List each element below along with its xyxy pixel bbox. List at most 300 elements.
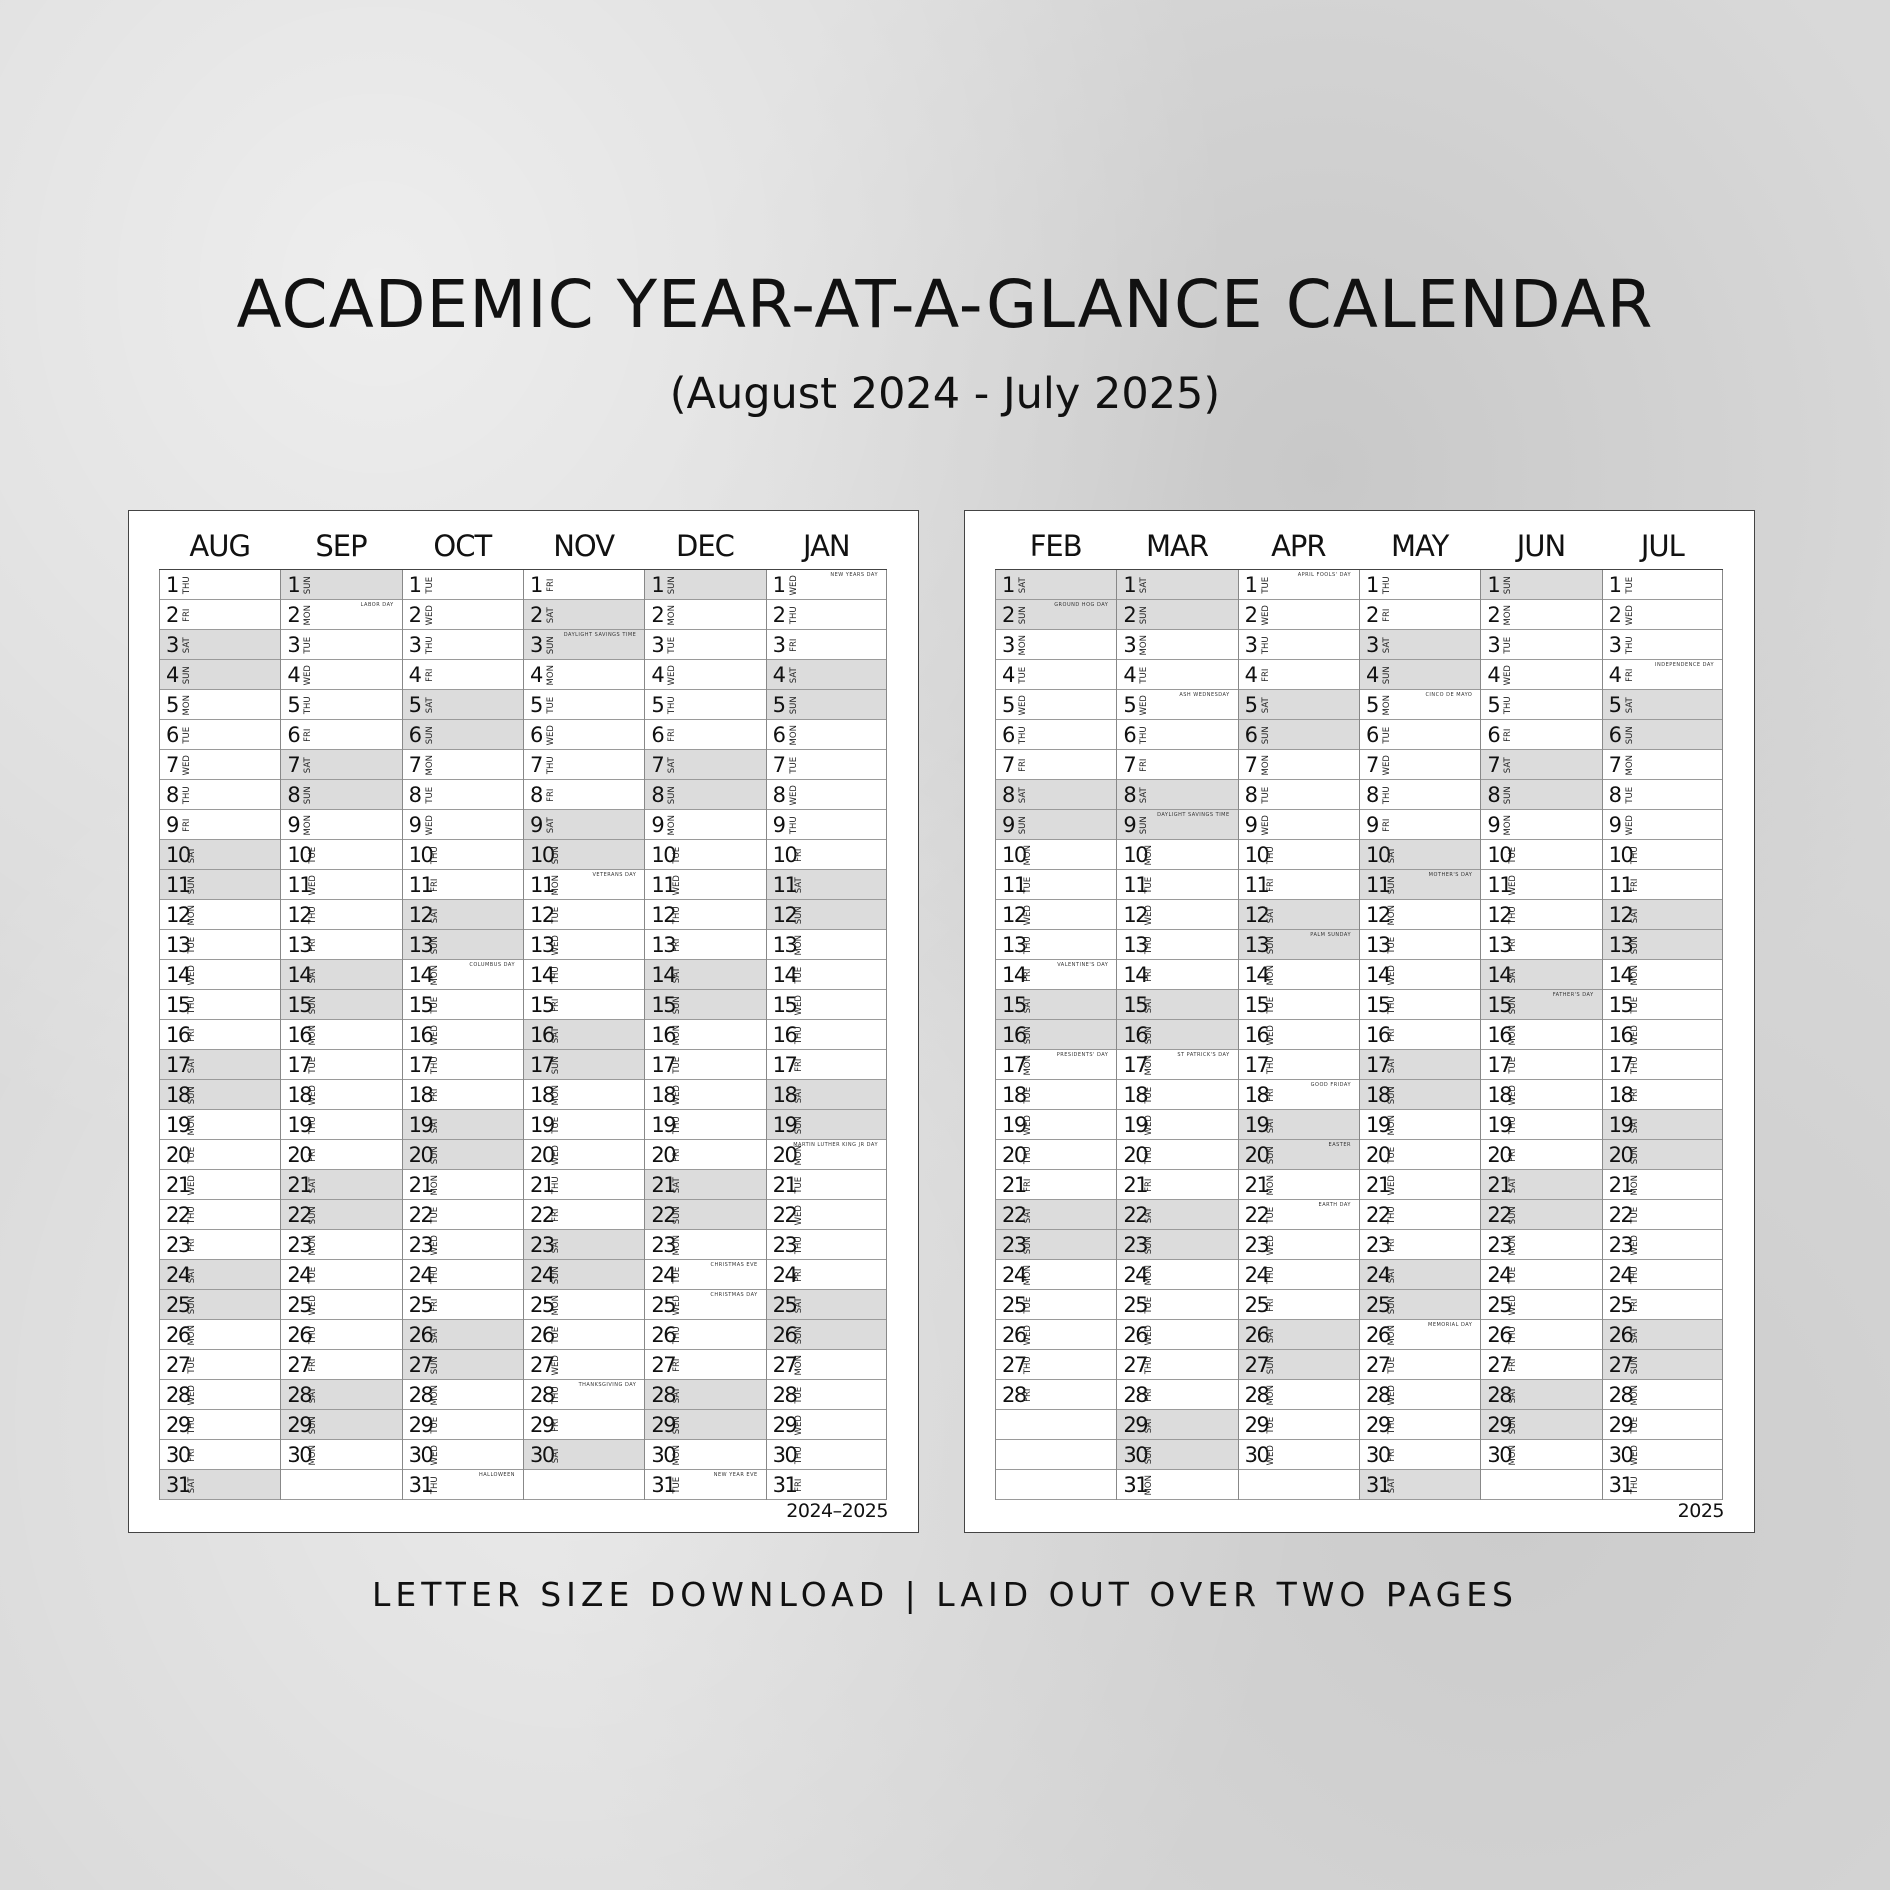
day-cell[interactable]: [524, 570, 644, 600]
day-cell[interactable]: [996, 570, 1116, 600]
day-cell[interactable]: [767, 570, 886, 600]
day-cell[interactable]: [1239, 1410, 1359, 1440]
day-cell[interactable]: [281, 1020, 401, 1050]
day-cell[interactable]: [767, 1320, 886, 1350]
day-cell[interactable]: [996, 1290, 1116, 1320]
day-cell[interactable]: [1117, 810, 1237, 840]
day-cell[interactable]: [1603, 1050, 1722, 1080]
day-cell[interactable]: [1481, 660, 1601, 690]
day-cell[interactable]: [403, 720, 523, 750]
day-cell[interactable]: [1360, 1050, 1480, 1080]
day-cell[interactable]: [160, 1080, 280, 1110]
day-cell[interactable]: [281, 900, 401, 930]
day-cell[interactable]: [1360, 600, 1480, 630]
day-cell[interactable]: [281, 1320, 401, 1350]
day-cell[interactable]: [403, 1380, 523, 1410]
day-cell[interactable]: [1360, 1080, 1480, 1110]
day-cell[interactable]: [1481, 570, 1601, 600]
day-cell[interactable]: [645, 690, 765, 720]
day-cell[interactable]: [1117, 1140, 1237, 1170]
day-cell[interactable]: [645, 1080, 765, 1110]
day-cell[interactable]: [996, 1080, 1116, 1110]
day-cell[interactable]: [403, 780, 523, 810]
day-cell[interactable]: [1360, 960, 1480, 990]
day-cell[interactable]: [1603, 1080, 1722, 1110]
day-cell[interactable]: [767, 900, 886, 930]
day-cell[interactable]: [281, 750, 401, 780]
day-cell[interactable]: [524, 720, 644, 750]
day-cell[interactable]: [767, 840, 886, 870]
day-cell[interactable]: [281, 1080, 401, 1110]
day-cell[interactable]: [160, 1050, 280, 1080]
day-cell[interactable]: [524, 600, 644, 630]
day-cell[interactable]: [767, 1170, 886, 1200]
day-cell[interactable]: [645, 1350, 765, 1380]
day-cell[interactable]: [160, 960, 280, 990]
day-cell[interactable]: [767, 870, 886, 900]
day-cell[interactable]: [160, 1350, 280, 1380]
day-cell[interactable]: [767, 1020, 886, 1050]
day-cell[interactable]: [281, 810, 401, 840]
day-cell[interactable]: [996, 960, 1116, 990]
day-cell[interactable]: [767, 1440, 886, 1470]
day-cell[interactable]: [160, 630, 280, 660]
day-cell[interactable]: [1117, 870, 1237, 900]
day-cell[interactable]: [645, 1110, 765, 1140]
day-cell[interactable]: [160, 570, 280, 600]
day-cell[interactable]: [403, 990, 523, 1020]
day-cell[interactable]: [1117, 630, 1237, 660]
day-cell[interactable]: [1117, 1410, 1237, 1440]
day-cell[interactable]: [160, 1470, 280, 1500]
day-cell[interactable]: [645, 1470, 765, 1500]
day-cell[interactable]: [767, 750, 886, 780]
day-cell[interactable]: [1603, 1380, 1722, 1410]
day-cell[interactable]: [1239, 660, 1359, 690]
day-cell[interactable]: [1239, 1020, 1359, 1050]
day-cell[interactable]: [1481, 1140, 1601, 1170]
day-cell[interactable]: [1117, 1230, 1237, 1260]
day-cell[interactable]: [1117, 600, 1237, 630]
day-cell[interactable]: [524, 660, 644, 690]
day-cell[interactable]: [996, 810, 1116, 840]
day-cell[interactable]: [1117, 1470, 1237, 1500]
day-cell[interactable]: [524, 1050, 644, 1080]
day-cell[interactable]: [1117, 1260, 1237, 1290]
day-cell[interactable]: [1481, 960, 1601, 990]
day-cell[interactable]: [1239, 720, 1359, 750]
day-cell[interactable]: [281, 1200, 401, 1230]
day-cell[interactable]: [403, 690, 523, 720]
day-cell[interactable]: [1481, 1020, 1601, 1050]
day-cell[interactable]: [1117, 720, 1237, 750]
day-cell[interactable]: [1603, 570, 1722, 600]
day-cell[interactable]: [1239, 1050, 1359, 1080]
day-cell[interactable]: [1603, 1260, 1722, 1290]
day-cell[interactable]: [524, 1080, 644, 1110]
day-cell[interactable]: [1117, 1350, 1237, 1380]
day-cell[interactable]: [160, 1380, 280, 1410]
day-cell[interactable]: [1603, 1290, 1722, 1320]
day-cell[interactable]: [1239, 900, 1359, 930]
day-cell[interactable]: [645, 570, 765, 600]
day-cell[interactable]: [281, 630, 401, 660]
day-cell[interactable]: [767, 600, 886, 630]
day-cell[interactable]: [1603, 1440, 1722, 1470]
day-cell[interactable]: [1117, 660, 1237, 690]
day-cell[interactable]: [1603, 810, 1722, 840]
day-cell[interactable]: [403, 570, 523, 600]
day-cell[interactable]: [767, 1050, 886, 1080]
day-cell[interactable]: [1481, 1050, 1601, 1080]
day-cell[interactable]: [767, 1230, 886, 1260]
day-cell[interactable]: [1481, 720, 1601, 750]
day-cell[interactable]: [160, 1230, 280, 1260]
day-cell[interactable]: [1239, 1140, 1359, 1170]
day-cell[interactable]: [1603, 780, 1722, 810]
day-cell[interactable]: [1239, 1080, 1359, 1110]
day-cell[interactable]: [281, 1410, 401, 1440]
day-cell[interactable]: [160, 810, 280, 840]
day-cell[interactable]: [1360, 1170, 1480, 1200]
day-cell[interactable]: [160, 780, 280, 810]
day-cell[interactable]: [1360, 1260, 1480, 1290]
day-cell[interactable]: [1239, 840, 1359, 870]
day-cell[interactable]: [1360, 720, 1480, 750]
day-cell[interactable]: [1360, 1380, 1480, 1410]
day-cell[interactable]: [524, 930, 644, 960]
day-cell[interactable]: [1117, 840, 1237, 870]
day-cell[interactable]: [1117, 960, 1237, 990]
day-cell[interactable]: [281, 600, 401, 630]
day-cell[interactable]: [524, 990, 644, 1020]
day-cell[interactable]: [645, 660, 765, 690]
day-cell[interactable]: [1603, 1110, 1722, 1140]
day-cell[interactable]: [1360, 1290, 1480, 1320]
day-cell[interactable]: [1360, 870, 1480, 900]
day-cell[interactable]: [1239, 930, 1359, 960]
day-cell[interactable]: [160, 870, 280, 900]
day-cell[interactable]: [1481, 840, 1601, 870]
day-cell[interactable]: [1239, 780, 1359, 810]
day-cell[interactable]: [645, 960, 765, 990]
day-cell[interactable]: [403, 960, 523, 990]
day-cell[interactable]: [645, 600, 765, 630]
day-cell[interactable]: [767, 1200, 886, 1230]
day-cell[interactable]: [1603, 1200, 1722, 1230]
day-cell[interactable]: [1481, 1260, 1601, 1290]
day-cell[interactable]: [996, 990, 1116, 1020]
day-cell[interactable]: [1239, 870, 1359, 900]
day-cell[interactable]: [645, 990, 765, 1020]
day-cell[interactable]: [1239, 1170, 1359, 1200]
day-cell[interactable]: [524, 840, 644, 870]
day-cell[interactable]: [1239, 1110, 1359, 1140]
day-cell[interactable]: [767, 960, 886, 990]
day-cell[interactable]: [996, 1110, 1116, 1140]
day-cell[interactable]: [1481, 1440, 1601, 1470]
day-cell[interactable]: [1481, 750, 1601, 780]
day-cell[interactable]: [1481, 1350, 1601, 1380]
day-cell[interactable]: [996, 1170, 1116, 1200]
day-cell[interactable]: [160, 1170, 280, 1200]
day-cell[interactable]: [524, 960, 644, 990]
day-cell[interactable]: [1239, 1380, 1359, 1410]
day-cell[interactable]: [996, 660, 1116, 690]
day-cell[interactable]: [160, 840, 280, 870]
day-cell[interactable]: [1603, 630, 1722, 660]
day-cell[interactable]: [1603, 840, 1722, 870]
day-cell[interactable]: [524, 1200, 644, 1230]
day-cell[interactable]: [281, 780, 401, 810]
day-cell[interactable]: [1360, 1470, 1480, 1500]
day-cell[interactable]: [1117, 1440, 1237, 1470]
day-cell[interactable]: [1239, 1200, 1359, 1230]
day-cell[interactable]: [524, 750, 644, 780]
day-cell[interactable]: [1360, 570, 1480, 600]
day-cell[interactable]: [1603, 930, 1722, 960]
day-cell[interactable]: [524, 1170, 644, 1200]
day-cell[interactable]: [1360, 1440, 1480, 1470]
day-cell[interactable]: [645, 1230, 765, 1260]
day-cell[interactable]: [1239, 690, 1359, 720]
day-cell[interactable]: [1603, 690, 1722, 720]
day-cell[interactable]: [403, 1170, 523, 1200]
day-cell[interactable]: [160, 1260, 280, 1290]
day-cell[interactable]: [281, 1110, 401, 1140]
day-cell[interactable]: [160, 1410, 280, 1440]
day-cell[interactable]: [1117, 1170, 1237, 1200]
day-cell[interactable]: [1360, 630, 1480, 660]
day-cell[interactable]: [403, 1020, 523, 1050]
day-cell[interactable]: [160, 750, 280, 780]
day-cell[interactable]: [1481, 1380, 1601, 1410]
day-cell[interactable]: [281, 870, 401, 900]
day-cell[interactable]: [996, 1050, 1116, 1080]
day-cell[interactable]: [160, 660, 280, 690]
day-cell[interactable]: [281, 1050, 401, 1080]
day-cell[interactable]: [1239, 1350, 1359, 1380]
day-cell[interactable]: [281, 1170, 401, 1200]
day-cell[interactable]: [1360, 780, 1480, 810]
day-cell[interactable]: [1239, 600, 1359, 630]
day-cell[interactable]: [403, 1410, 523, 1440]
day-cell[interactable]: [281, 960, 401, 990]
day-cell[interactable]: [1117, 1110, 1237, 1140]
day-cell[interactable]: [1603, 870, 1722, 900]
day-cell[interactable]: [645, 1290, 765, 1320]
day-cell[interactable]: [767, 1110, 886, 1140]
day-cell[interactable]: [160, 600, 280, 630]
day-cell[interactable]: [524, 1350, 644, 1380]
day-cell[interactable]: [1603, 660, 1722, 690]
day-cell[interactable]: [403, 810, 523, 840]
day-cell[interactable]: [160, 720, 280, 750]
day-cell[interactable]: [1603, 1410, 1722, 1440]
day-cell[interactable]: [524, 1230, 644, 1260]
day-cell[interactable]: [403, 660, 523, 690]
day-cell[interactable]: [645, 1170, 765, 1200]
day-cell[interactable]: [1360, 1230, 1480, 1260]
day-cell[interactable]: [524, 780, 644, 810]
day-cell[interactable]: [996, 720, 1116, 750]
day-cell[interactable]: [645, 630, 765, 660]
day-cell[interactable]: [403, 1470, 523, 1500]
day-cell[interactable]: [1360, 660, 1480, 690]
day-cell[interactable]: [645, 1200, 765, 1230]
day-cell[interactable]: [403, 1290, 523, 1320]
day-cell[interactable]: [1603, 600, 1722, 630]
day-cell[interactable]: [160, 930, 280, 960]
day-cell[interactable]: [996, 690, 1116, 720]
day-cell[interactable]: [403, 1440, 523, 1470]
day-cell[interactable]: [1117, 780, 1237, 810]
day-cell[interactable]: [996, 1200, 1116, 1230]
day-cell[interactable]: [403, 1080, 523, 1110]
day-cell[interactable]: [1117, 1320, 1237, 1350]
day-cell[interactable]: [996, 600, 1116, 630]
day-cell[interactable]: [996, 750, 1116, 780]
day-cell[interactable]: [645, 720, 765, 750]
day-cell[interactable]: [767, 660, 886, 690]
day-cell[interactable]: [1239, 570, 1359, 600]
day-cell[interactable]: [645, 780, 765, 810]
day-cell[interactable]: [767, 630, 886, 660]
day-cell[interactable]: [160, 1110, 280, 1140]
day-cell[interactable]: [1360, 810, 1480, 840]
day-cell[interactable]: [160, 1440, 280, 1470]
day-cell[interactable]: [1239, 1320, 1359, 1350]
day-cell[interactable]: [1117, 990, 1237, 1020]
day-cell[interactable]: [1603, 720, 1722, 750]
day-cell[interactable]: [1603, 960, 1722, 990]
day-cell[interactable]: [645, 1320, 765, 1350]
day-cell[interactable]: [645, 1260, 765, 1290]
day-cell[interactable]: [403, 600, 523, 630]
day-cell[interactable]: [1603, 900, 1722, 930]
day-cell[interactable]: [996, 1350, 1116, 1380]
day-cell[interactable]: [996, 780, 1116, 810]
day-cell[interactable]: [1360, 1320, 1480, 1350]
day-cell[interactable]: [1360, 1350, 1480, 1380]
day-cell[interactable]: [281, 1290, 401, 1320]
day-cell[interactable]: [1360, 690, 1480, 720]
day-cell[interactable]: [1603, 990, 1722, 1020]
day-cell[interactable]: [1603, 1020, 1722, 1050]
day-cell[interactable]: [767, 930, 886, 960]
day-cell[interactable]: [996, 870, 1116, 900]
day-cell[interactable]: [403, 630, 523, 660]
day-cell[interactable]: [524, 870, 644, 900]
day-cell[interactable]: [281, 840, 401, 870]
day-cell[interactable]: [767, 1380, 886, 1410]
day-cell[interactable]: [1481, 1290, 1601, 1320]
day-cell[interactable]: [281, 930, 401, 960]
day-cell[interactable]: [996, 1320, 1116, 1350]
day-cell[interactable]: [1481, 1410, 1601, 1440]
day-cell[interactable]: [1603, 750, 1722, 780]
day-cell[interactable]: [160, 690, 280, 720]
day-cell[interactable]: [1360, 930, 1480, 960]
day-cell[interactable]: [996, 1380, 1116, 1410]
day-cell[interactable]: [1481, 810, 1601, 840]
day-cell[interactable]: [1117, 900, 1237, 930]
day-cell[interactable]: [160, 990, 280, 1020]
day-cell[interactable]: [645, 1380, 765, 1410]
day-cell[interactable]: [160, 900, 280, 930]
day-cell[interactable]: [281, 660, 401, 690]
day-cell[interactable]: [281, 1350, 401, 1380]
day-cell[interactable]: [1239, 810, 1359, 840]
day-cell[interactable]: [645, 810, 765, 840]
day-cell[interactable]: [1603, 1230, 1722, 1260]
day-cell[interactable]: [1481, 1230, 1601, 1260]
day-cell[interactable]: [645, 1410, 765, 1440]
day-cell[interactable]: [996, 1140, 1116, 1170]
day-cell[interactable]: [403, 930, 523, 960]
day-cell[interactable]: [524, 900, 644, 930]
day-cell[interactable]: [1117, 1380, 1237, 1410]
day-cell[interactable]: [1360, 1410, 1480, 1440]
day-cell[interactable]: [1117, 1080, 1237, 1110]
day-cell[interactable]: [996, 1260, 1116, 1290]
day-cell[interactable]: [403, 1110, 523, 1140]
day-cell[interactable]: [1603, 1170, 1722, 1200]
day-cell[interactable]: [1239, 1440, 1359, 1470]
day-cell[interactable]: [1239, 1260, 1359, 1290]
day-cell[interactable]: [645, 840, 765, 870]
day-cell[interactable]: [767, 1140, 886, 1170]
day-cell[interactable]: [403, 1050, 523, 1080]
day-cell[interactable]: [403, 1260, 523, 1290]
day-cell[interactable]: [403, 1200, 523, 1230]
day-cell[interactable]: [160, 1020, 280, 1050]
day-cell[interactable]: [767, 1080, 886, 1110]
day-cell[interactable]: [996, 840, 1116, 870]
day-cell[interactable]: [1117, 570, 1237, 600]
day-cell[interactable]: [645, 1440, 765, 1470]
day-cell[interactable]: [767, 690, 886, 720]
day-cell[interactable]: [1481, 1110, 1601, 1140]
day-cell[interactable]: [281, 1140, 401, 1170]
day-cell[interactable]: [645, 1020, 765, 1050]
day-cell[interactable]: [524, 1380, 644, 1410]
day-cell[interactable]: [767, 780, 886, 810]
day-cell[interactable]: [1117, 750, 1237, 780]
day-cell[interactable]: [1481, 630, 1601, 660]
day-cell[interactable]: [767, 1260, 886, 1290]
day-cell[interactable]: [996, 1020, 1116, 1050]
day-cell[interactable]: [996, 630, 1116, 660]
day-cell[interactable]: [1360, 1200, 1480, 1230]
day-cell[interactable]: [403, 1320, 523, 1350]
day-cell[interactable]: [524, 690, 644, 720]
day-cell[interactable]: [1603, 1320, 1722, 1350]
day-cell[interactable]: [524, 810, 644, 840]
day-cell[interactable]: [645, 1140, 765, 1170]
day-cell[interactable]: [767, 1410, 886, 1440]
day-cell[interactable]: [1360, 1140, 1480, 1170]
day-cell[interactable]: [524, 1320, 644, 1350]
day-cell[interactable]: [1239, 990, 1359, 1020]
day-cell[interactable]: [160, 1320, 280, 1350]
day-cell[interactable]: [1481, 990, 1601, 1020]
day-cell[interactable]: [1360, 900, 1480, 930]
day-cell[interactable]: [767, 990, 886, 1020]
day-cell[interactable]: [281, 720, 401, 750]
day-cell[interactable]: [1481, 1320, 1601, 1350]
day-cell[interactable]: [1481, 900, 1601, 930]
